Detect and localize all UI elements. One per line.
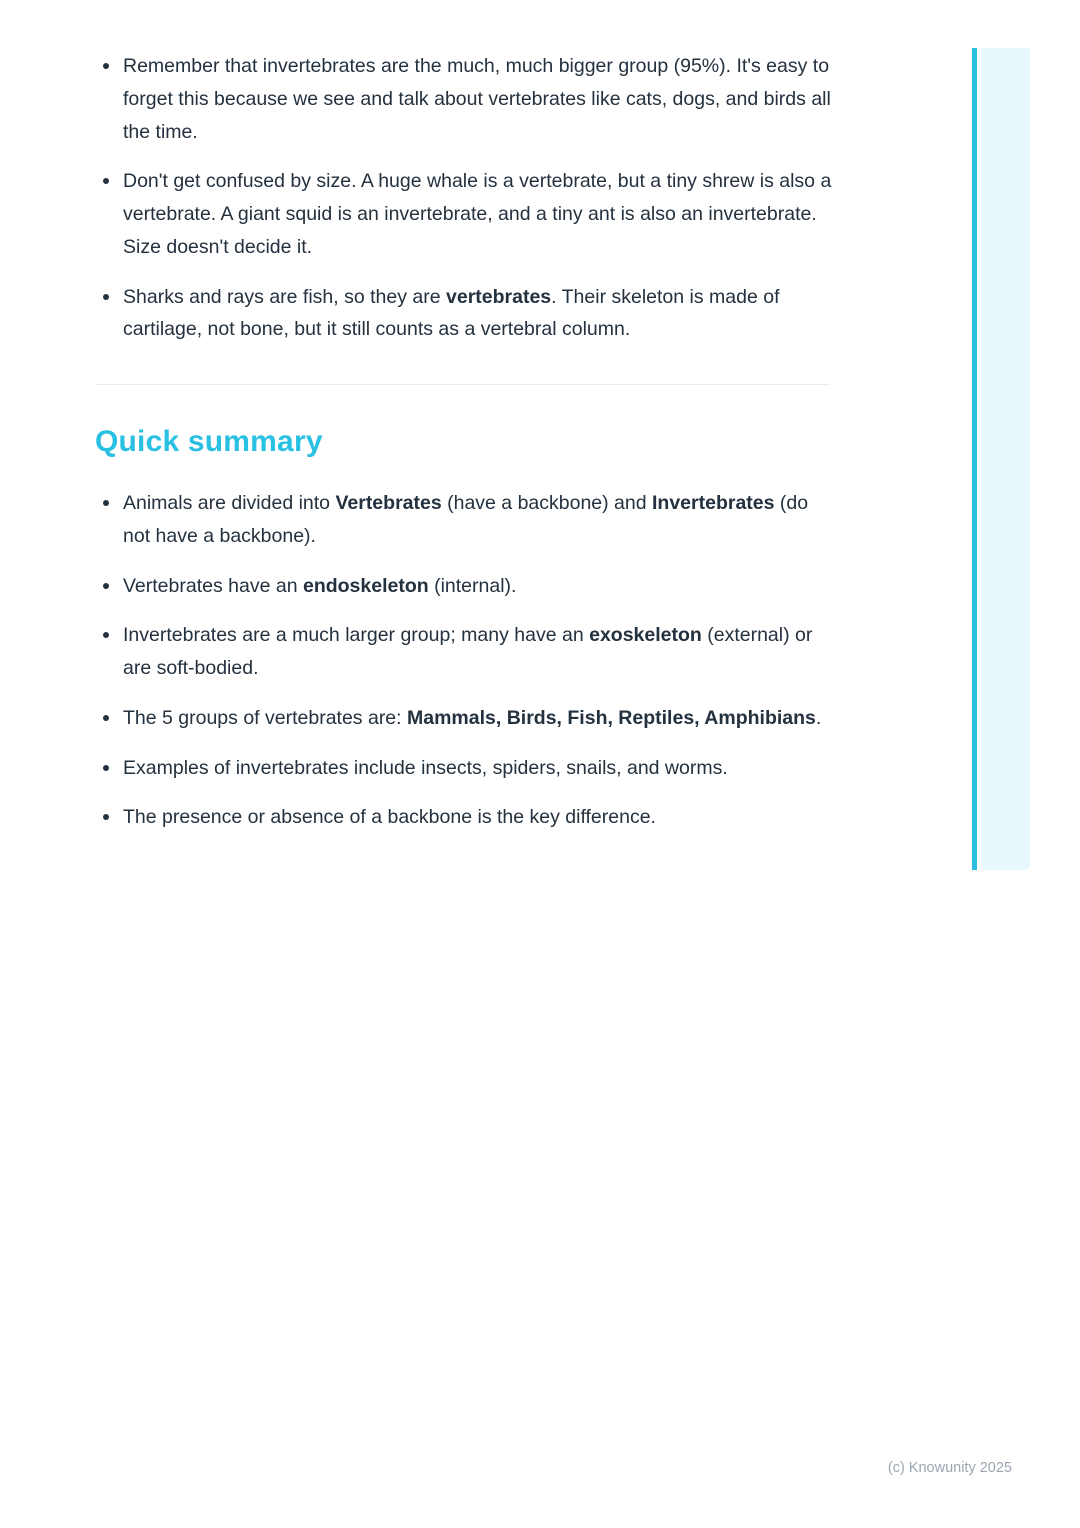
list-item [95, 619, 835, 685]
text-segment: Vertebrates [335, 492, 442, 514]
accent-panel [981, 48, 1030, 870]
summary-list [95, 487, 835, 834]
text-segment: Examples of invertebrates include insects, spiders, snails, and worms. [123, 756, 728, 779]
list-item [95, 50, 835, 148]
text-segment: The presence or absence of a backbone is the key difference. [123, 806, 656, 829]
text-segment: Remember that invertebrates are the much, much bigger group (95%). It's easy to forget this because we see and talk about vertebrates like cats, dogs, and birds all the time. [123, 55, 831, 143]
list-item [95, 801, 835, 834]
list-item [95, 702, 835, 735]
text-segment: Animals are divided into [123, 492, 336, 514]
text-segment: (internal). [428, 574, 517, 597]
quick-summary-heading: Quick summary [95, 425, 323, 458]
content-column [95, 50, 835, 851]
accent-bar [972, 48, 977, 870]
text-segment: (have a backbone) and [441, 492, 652, 514]
text-segment: Vertebrates have an [123, 574, 303, 597]
text-segment: . Their skeleton is made of cartilage, not bone, but it still counts as a vertebral column. [123, 285, 780, 341]
list-item [95, 752, 835, 785]
text-segment: Mammals, Birds, Fish, Reptiles, Amphibians [407, 706, 816, 729]
text-segment: The 5 groups of vertebrates are: [123, 706, 407, 729]
text-segment: exoskeleton [589, 624, 702, 647]
text-segment: (external) or are soft-bodied. [123, 624, 813, 679]
text-segment: Don't get confused by size. A huge whale is a vertebrate, but a tiny shrew is also a vertebrate. A giant squid is an invertebrate, and a tiny ant is also an invertebrate. Size doesn't decide it. [123, 170, 832, 258]
text-segment: Sharks and rays are fish, so they are [123, 285, 446, 308]
list-item [95, 487, 835, 553]
text-segment: Invertebrates are a much larger group; many have an [123, 624, 590, 647]
text-segment: vertebrates [446, 285, 552, 308]
text-segment: (do not have a backbone). [123, 492, 809, 547]
text-segment: endoskeleton [302, 574, 429, 597]
text-segment: Invertebrates [652, 492, 775, 514]
section-divider [95, 384, 830, 385]
copyright-text: (c) Knowunity 2025 [887, 1460, 1012, 1476]
text-segment: . [815, 706, 822, 729]
notes-list [95, 50, 835, 346]
list-item [95, 281, 835, 347]
list-item [95, 165, 835, 263]
list-item [95, 570, 835, 603]
